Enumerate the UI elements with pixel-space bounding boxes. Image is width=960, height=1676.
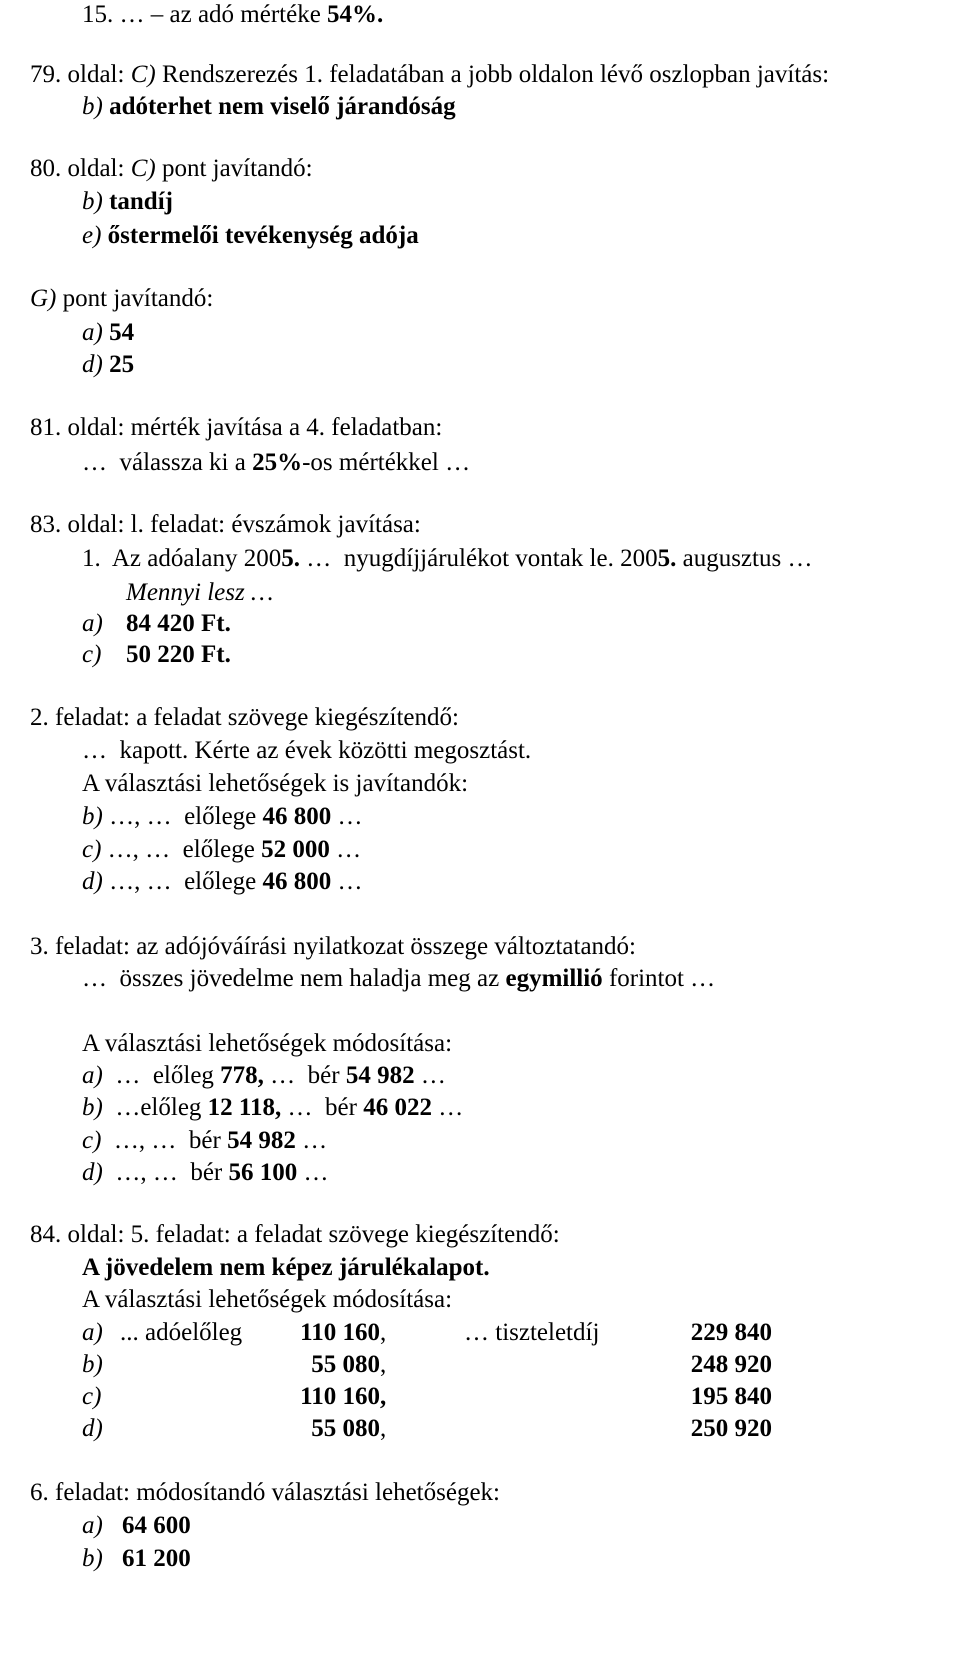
bold-value: 12 118,	[207, 1094, 282, 1121]
line-task-6-a	[82, 1511, 103, 1541]
bold-digit: 5.	[281, 545, 301, 572]
option-letter: e)	[82, 222, 102, 249]
table-row-letter: a)	[82, 1319, 103, 1346]
line-task-3-a	[82, 964, 715, 994]
text: forintot …	[602, 965, 716, 992]
bold-text: egymillió	[505, 965, 603, 992]
line-page-84-a	[82, 1253, 490, 1283]
table-row-comma: ,	[380, 1383, 387, 1410]
text: … összes jövedelme nem haladja meg az	[82, 965, 506, 992]
table-row-value-2: 250 920	[690, 1415, 772, 1442]
text: …előleg	[102, 1094, 208, 1121]
text: -os mértékkel …	[302, 449, 471, 476]
line-point-g-d	[82, 350, 134, 380]
table-row-value-2: 229 840	[690, 1319, 772, 1346]
line-page-83-a-value	[126, 609, 231, 639]
text: …	[297, 1159, 329, 1186]
line-page-84-b	[82, 1285, 452, 1315]
text: … kapott. Kérte az évek közötti megosztást.	[82, 737, 532, 764]
line-task-2	[30, 703, 459, 733]
line-task-6	[30, 1478, 500, 1508]
option-letter: a)	[82, 319, 103, 346]
bold-value: 61 200	[122, 1545, 191, 1572]
table-row-value-1: 55 080	[311, 1351, 380, 1378]
italic-label: C)	[130, 61, 156, 88]
table-row-value-2: 195 840	[690, 1383, 772, 1410]
text: 84. oldal: 5. feladat: a feladat szövege kiegészítendő:	[30, 1221, 560, 1248]
text: 15. … – az adó mértéke	[82, 1, 328, 28]
line-page-80-b	[82, 187, 173, 217]
table-row-letter: d)	[82, 1415, 103, 1442]
text: 1. Az adóalany 200	[82, 545, 282, 572]
text: A választási lehetőségek módosítása:	[82, 1286, 453, 1313]
text: … nyugdíjjárulékot vontak le. 200	[300, 545, 658, 572]
line-page-80-e	[82, 221, 419, 251]
bold-value: 46 800	[262, 803, 332, 830]
line-page-79	[30, 60, 829, 90]
option-letter: c)	[82, 836, 102, 863]
line-page-83-mennyi	[126, 578, 273, 608]
line-tax-rate	[82, 0, 383, 30]
text: … bér	[281, 1094, 364, 1121]
bold-text: őstermelői tevékenység adója	[101, 222, 419, 249]
table-row-letter: c)	[82, 1383, 102, 1410]
text: …	[331, 868, 363, 895]
text: … előleg	[102, 1062, 221, 1089]
text: A választási lehetőségek módosítása:	[82, 1030, 453, 1057]
text: …	[295, 1127, 328, 1154]
text: …, … bér	[101, 1127, 228, 1154]
line-page-83-c-value	[126, 640, 231, 670]
line-task-3-opt-c	[82, 1126, 327, 1156]
text: …, … előlege	[102, 803, 263, 830]
text: pont javítandó:	[155, 155, 313, 182]
text: A választási lehetőségek is javítandók:	[82, 770, 469, 797]
option-letter: c)	[82, 1127, 102, 1154]
line-task-3-opt-b	[82, 1093, 463, 1123]
line-task-2-a	[82, 736, 531, 766]
option-letter: a)	[82, 1062, 103, 1089]
text: 79. oldal:	[30, 61, 131, 88]
line-page-81	[30, 413, 442, 443]
table-row-value-2: 248 920	[690, 1351, 772, 1378]
line-task-6-b-value	[122, 1544, 191, 1574]
bold-value: 25	[102, 351, 135, 378]
line-task-2-opt-b	[82, 802, 363, 832]
text: …	[414, 1062, 446, 1089]
line-page-83-c	[82, 640, 101, 670]
text: 80. oldal:	[30, 155, 131, 182]
line-task-3-b	[82, 1029, 452, 1059]
table-row-letter: b)	[82, 1351, 103, 1378]
bold-value: 46 800	[262, 868, 332, 895]
table-row-prefix: ... adóelőleg	[120, 1319, 243, 1346]
line-point-g	[30, 284, 213, 314]
line-task-6-a-value	[122, 1511, 191, 1541]
bold-value: 46 022	[363, 1094, 432, 1121]
line-task-3-opt-a	[82, 1061, 446, 1091]
text: pont javítandó:	[56, 285, 214, 312]
option-letter: d)	[82, 868, 103, 895]
table-row-comma: ,	[380, 1319, 387, 1346]
line-task-3	[30, 932, 636, 962]
table-row-middle: … tiszteletdíj	[464, 1319, 600, 1346]
option-letter: b)	[82, 1545, 103, 1572]
line-page-83-1	[82, 544, 812, 574]
line-task-6-b	[82, 1544, 103, 1574]
bold-value: 54 982	[345, 1062, 415, 1089]
table-row-comma: ,	[380, 1351, 387, 1378]
option-letter: d)	[82, 351, 103, 378]
text: 3. feladat: az adójóváírási nyilatkozat összege változtatandó:	[30, 933, 637, 960]
option-letter: b)	[82, 1094, 103, 1121]
text: …, … bér	[102, 1159, 229, 1186]
bold-value: 778,	[220, 1062, 264, 1089]
bold-value: 54%.	[327, 1, 384, 28]
option-letter: c)	[82, 641, 102, 668]
line-page-80	[30, 154, 313, 184]
text: augusztus …	[676, 545, 813, 572]
bold-value: 64 600	[122, 1512, 191, 1539]
text: 2. feladat: a feladat szövege kiegészítendő:	[30, 704, 459, 731]
bold-text: adóterhet nem viselő járandóság	[102, 93, 456, 120]
bold-value: 54 982	[227, 1127, 296, 1154]
text: … válassza ki a	[82, 449, 253, 476]
line-task-3-opt-d	[82, 1158, 329, 1188]
option-letter: b)	[82, 93, 103, 120]
table-row-value-1: 110 160	[300, 1319, 380, 1346]
line-page-83-a	[82, 609, 103, 639]
text: 6. feladat: módosítandó választási lehetőségek:	[30, 1479, 500, 1506]
bold-value: 52 000	[261, 836, 330, 863]
italic-label: C)	[130, 155, 156, 182]
line-page-84	[30, 1220, 560, 1250]
bold-value: 50 220 Ft.	[126, 641, 231, 668]
option-letter: d)	[82, 1159, 103, 1186]
text: Mennyi lesz …	[126, 579, 274, 606]
table-row-value-1: 55 080	[311, 1415, 380, 1442]
text: …, … előlege	[102, 868, 263, 895]
text: Rendszerezés 1. feladatában a jobb oldalon lévő oszlopban javítás:	[155, 61, 830, 88]
option-letter: a)	[82, 1512, 103, 1539]
bold-value: 56 100	[228, 1159, 298, 1186]
text: …	[431, 1094, 464, 1121]
bold-text: tandíj	[102, 188, 173, 215]
line-task-2-b	[82, 769, 468, 799]
text: … bér	[263, 1062, 346, 1089]
italic-label: G)	[30, 285, 57, 312]
text: …, … előlege	[101, 836, 262, 863]
text: 83. oldal: l. feladat: évszámok javítása:	[30, 511, 421, 538]
bold-text: A jövedelem nem képez járulékalapot.	[82, 1254, 490, 1281]
option-letter: a)	[82, 610, 103, 637]
table-row-comma: ,	[380, 1415, 387, 1442]
option-letter: b)	[82, 803, 103, 830]
bold-value: 54	[102, 319, 135, 346]
line-task-2-opt-c	[82, 835, 361, 865]
text: 81. oldal: mérték javítása a 4. feladatban:	[30, 414, 443, 441]
bold-value: 84 420 Ft.	[126, 610, 231, 637]
line-page-81-b	[82, 448, 470, 478]
bold-value: 25%	[252, 449, 303, 476]
line-task-2-opt-d	[82, 867, 363, 897]
table-row-value-1: 110 160	[300, 1383, 380, 1410]
line-point-g-a	[82, 318, 134, 348]
line-page-79-b	[82, 92, 456, 122]
bold-digit: 5.	[657, 545, 677, 572]
line-page-83	[30, 510, 421, 540]
text: …	[331, 803, 363, 830]
option-letter: b)	[82, 188, 103, 215]
text: …	[329, 836, 362, 863]
